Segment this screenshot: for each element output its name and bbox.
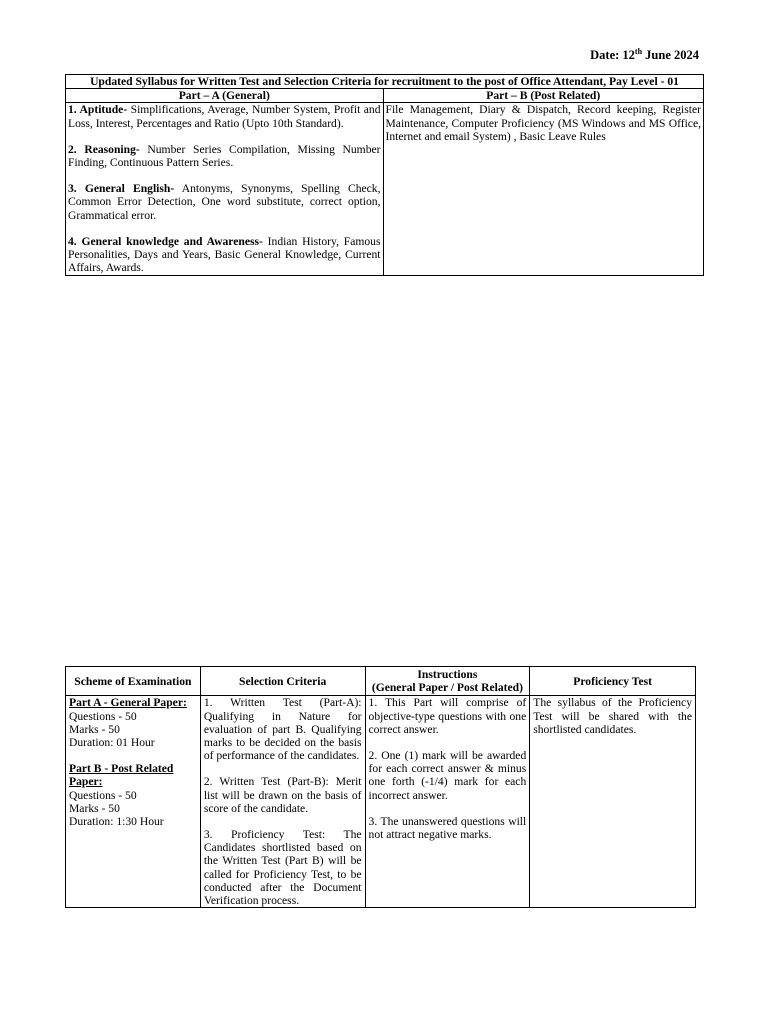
part-a-header: Part – A (General) (66, 89, 384, 103)
item-text: Simplifications, Average, Number System, Profit and Loss, Interest, Percentages and Ratio (Upto 10th Standard). (68, 103, 381, 130)
proficiency-cell (530, 696, 696, 908)
instruction-item: 2. One (1) mark will be awarded for each correct answer & minus one forth (-1/4) mark for each incorrect answer. (368, 749, 527, 802)
part-b-text: File Management, Diary & Dispatch, Record keeping, Register Maintenance, Computer Proficiency (MS Windows and MS Office, Internet and email System) , Basic Leave Rules (385, 103, 701, 143)
part-a-content (66, 103, 384, 276)
date-prefix: Date: 12 (590, 48, 635, 63)
part-a-marks: Marks - 50 (69, 722, 120, 736)
syllabus-title: Updated Syllabus for Written Test and Selection Criteria for recruitment to the post of Office Attendant, Pay Level - 01 (66, 75, 704, 89)
instructions-cell (365, 696, 530, 908)
document-date (560, 47, 699, 63)
header-proficiency: Proficiency Test (530, 667, 696, 696)
proficiency-text: The syllabus of the Proficiency Test will be shared with the shortlisted candidates. (533, 696, 692, 736)
part-b-title: Part B - Post Related Paper: (69, 762, 174, 789)
item-heading: 4. General knowledge and Awareness- (68, 234, 263, 248)
selection-criteria-item: 2. Written Test (Part-B): Merit list will be drawn on the basis of score of the candidate. (203, 775, 362, 815)
header-selection-criteria: Selection Criteria (200, 667, 365, 696)
part-a-title: Part A - General Paper: (69, 696, 187, 710)
instruction-item: 1. This Part will comprise of objective-type questions with one correct answer. (368, 696, 527, 736)
item-text: Antonyms, Synonyms, Spelling Check, Common Error Detection, One word substitute, correct option, Grammatical error. (68, 182, 381, 222)
part-b-header: Part – B (Post Related) (383, 89, 704, 103)
item-text: Number Series Compilation, Missing Number Finding, Continuous Pattern Series. (68, 142, 381, 170)
part-a-item-aptitude (68, 103, 381, 129)
header-instructions (365, 667, 530, 696)
item-heading: 3. General English- (68, 182, 175, 196)
date-suffix-sup: th (634, 47, 643, 56)
header-scheme: Scheme of Examination (66, 667, 201, 696)
part-b-questions: Questions - 50 (69, 788, 137, 802)
item-text: Indian History, Famous Personalities, Days and Years, Basic General Knowledge, Current Affairs, Awards. (68, 234, 381, 275)
part-b-marks: Marks - 50 (69, 801, 120, 815)
header-instructions-line2: (General Paper / Post Related) (371, 681, 523, 695)
selection-criteria-cell (200, 696, 365, 908)
item-heading: 2. Reasoning- (68, 142, 140, 156)
instruction-item: 3. The unanswered questions will not attract negative marks. (368, 814, 527, 842)
header-instructions-line1: Instructions (417, 668, 478, 681)
part-a-item-english (68, 182, 381, 222)
part-b-content (383, 103, 704, 276)
scheme-cell (66, 696, 201, 908)
syllabus-table (65, 74, 704, 276)
scheme-table (65, 666, 696, 908)
part-b-duration: Duration: 1:30 Hour (69, 815, 164, 829)
date-month-year: June 2024 (642, 48, 699, 63)
part-a-item-gk (68, 235, 381, 275)
selection-criteria-item: 3. Proficiency Test: The Candidates shortlisted based on the Written Test (Part B) will be called for Proficiency Test, to be conducted after the Document Verification process. (203, 828, 362, 908)
part-a-questions: Questions - 50 (69, 709, 137, 723)
item-heading: 1. Aptitude- (68, 103, 128, 117)
part-a-item-reasoning (68, 143, 381, 169)
selection-criteria-item: 1. Written Test (Part-A): Qualifying in Nature for evaluation of part B. Qualifying marks to be decided on the basis of performance of the candidates. (203, 696, 362, 763)
part-a-duration: Duration: 01 Hour (69, 736, 155, 750)
